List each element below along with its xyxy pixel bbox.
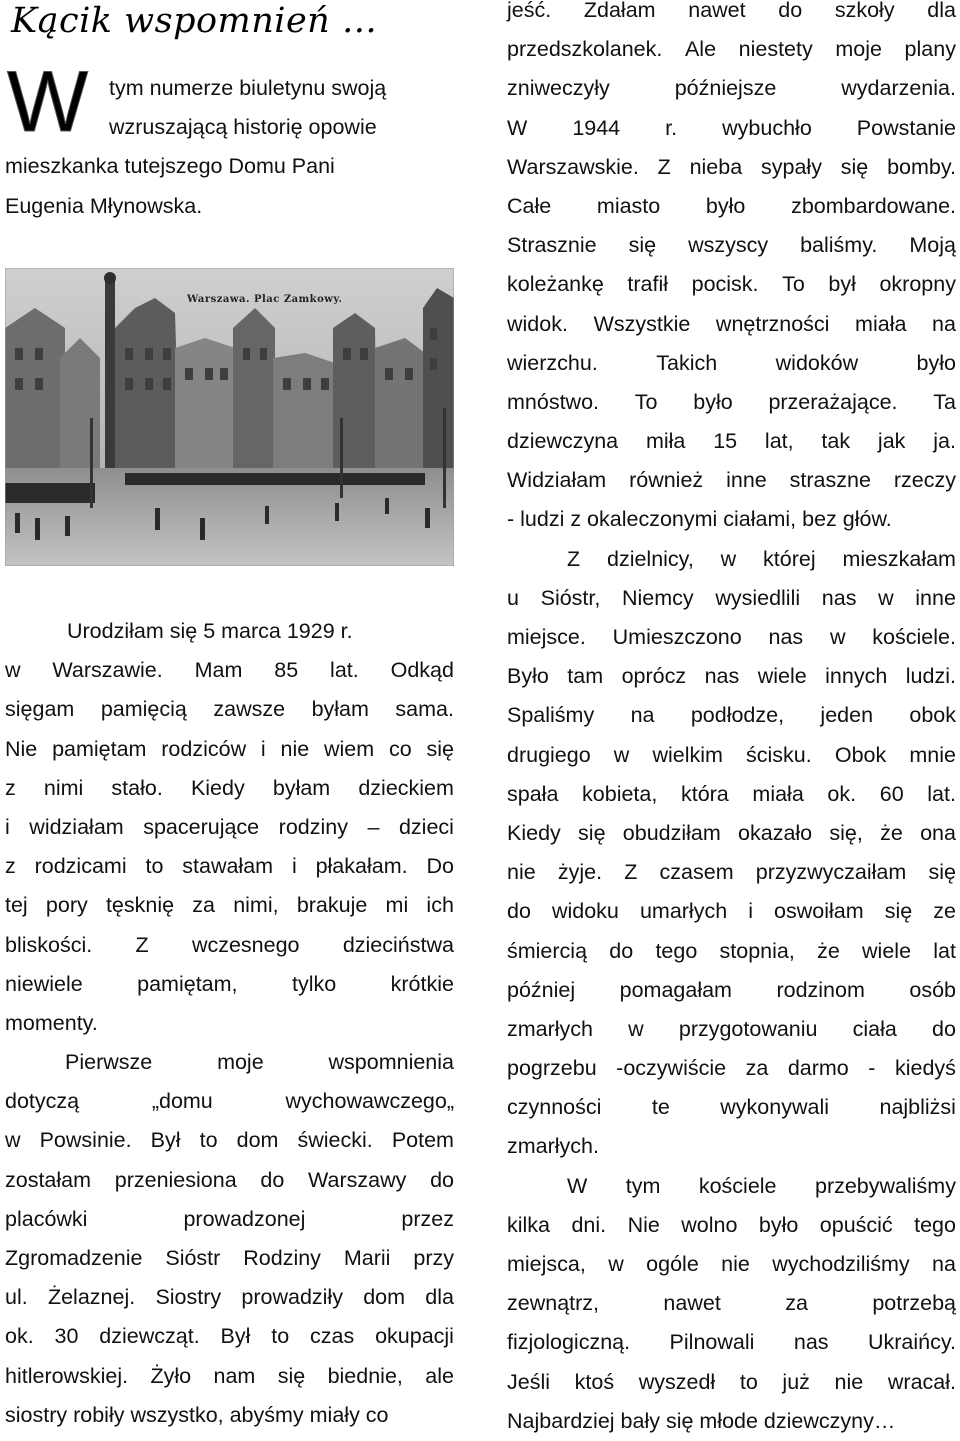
text-line: Warszawskie. Z nieba sypały się bomby. (507, 154, 956, 179)
left-body-text (5, 612, 454, 1435)
text-line: Z dzielnicy, w której mieszkałam (567, 546, 956, 571)
intro-line: Eugenia Młynowska. (5, 193, 203, 218)
text-line: Pierwsze moje wspomnienia (65, 1050, 454, 1075)
text-line: Całe miasto było zbombardowane. (507, 193, 956, 218)
right-column (507, 0, 956, 1441)
text-line: ok. 30 dziewcząt. Był to czas okupacji (5, 1324, 454, 1349)
text-line: fizjologiczną. Pilnowali nas Ukraińcy. (507, 1330, 956, 1355)
text-line: czynności te wykonywali najbliżsi (507, 1095, 956, 1120)
text-line: drugiego w wielkim ścisku. Obok mnie (507, 742, 956, 767)
text-line: niewiele pamiętam, tylko krótkie (5, 971, 454, 996)
text-line: w Warszawie. Mam 85 lat. Odkąd (5, 658, 454, 683)
text-line: momenty. (5, 1010, 98, 1035)
intro-line: mieszkanka tutejszego Domu Pani (5, 154, 335, 179)
text-line: koleżankę trafił pocisk. To był okropny (507, 272, 956, 297)
photo-caption: Warszawa. Plac Zamkowy. (187, 294, 343, 305)
text-line: miejsce. Umieszczono nas w kościele. (507, 625, 956, 649)
text-line: Zgromadzenie Sióstr Rodziny Marii przy (5, 1246, 454, 1270)
text-line: pogrzebu -oczywiście za darmo - kiedyś (507, 1056, 956, 1081)
text-line: Nie pamiętam rodziców i nie wiem co się (5, 736, 454, 761)
text-line: sięgam pamięcią zawsze byłam sama. (5, 697, 454, 722)
text-line: mnóstwo. To było przerażające. Ta (507, 389, 956, 414)
text-line: zmarłych. (507, 1134, 599, 1159)
text-line: Widziałam również inne straszne rzeczy (507, 468, 956, 493)
dropcap-w (5, 69, 109, 139)
text-line: w Powsinie. Był to dom świecki. Potem (5, 1128, 454, 1153)
text-line: hitlerowskiej. Żyło nam się biednie, ale (5, 1363, 454, 1388)
text-line: do widoku umarłych i oswoiłam się ze (507, 899, 956, 924)
text-line: później pomagałam rodzinom osób (507, 977, 956, 1002)
text-line: wierzchu. Takich widoków było (507, 350, 956, 375)
text-line: przedszkolanek. Ale niestety moje plany (507, 37, 956, 62)
text-line: Urodziłam się 5 marca 1929 r. (67, 619, 353, 643)
text-line: ul. Żelaznej. Siostry prowadziły dom dla (5, 1285, 454, 1310)
text-line: siostry robiły wszystko, abyśmy miały co (5, 1402, 389, 1427)
text-line: placówki prowadzonej przez (5, 1206, 454, 1231)
text-line: kilka dni. Nie wolno było opuścić tego (507, 1212, 956, 1237)
historical-photo (5, 268, 454, 566)
intro-paragraph (5, 69, 454, 226)
text-line: nie żyje. Z czasem przyzwyczaiłam się (507, 860, 956, 885)
text-line: u Sióstr, Niemcy wysiedlili nas w inne (507, 585, 956, 610)
text-line: W tym kościele przebywaliśmy (567, 1173, 956, 1198)
text-line: widok. Wszystkie wnętrzności miała na (507, 311, 956, 336)
text-line: - ludzi z okaleczonymi ciałami, bez głów. (507, 507, 892, 532)
text-line: Jeśli ktoś wyszedł to już nie wracał. (507, 1369, 956, 1394)
text-line: śmiercią do tego stopnia, że wiele lat (507, 938, 956, 963)
text-line: spała kobieta, która miała ok. 60 lat. (507, 781, 956, 806)
text-line: jeść. Zdałam nawet do szkoły dla (507, 0, 956, 22)
page-title: Kącik wspomnień … (11, 1, 378, 41)
text-line: zostałam przeniesiona do Warszawy do (5, 1167, 454, 1192)
text-line: tej pory tęsknię za nimi, brakuje mi ich (5, 893, 454, 918)
text-line: zewnątrz, nawet za potrzebą (507, 1291, 956, 1316)
text-line: W 1944 r. wybuchło Powstanie (507, 115, 956, 140)
text-line: Spaliśmy na podłodze, jeden obok (507, 703, 956, 728)
text-line: Kiedy się obudziłam okazało się, że ona (507, 820, 956, 845)
text-line: z nimi stało. Kiedy byłam dzieckiem (5, 775, 454, 800)
text-line: i widziałam spacerujące rodziny – dzieci (5, 814, 454, 839)
text-line: miejsca, w ogóle nie wychodziliśmy na (507, 1252, 956, 1276)
svg-text:W: W (7, 69, 89, 139)
text-line: Strasznie się wszyscy baliśmy. Moją (507, 233, 956, 258)
intro-line: tym numerze biuletynu swoją (109, 76, 387, 100)
text-line: z rodzicami to stawałam i płakałam. Do (5, 854, 454, 879)
text-line: zmarłych w przygotowaniu ciała do (507, 1016, 956, 1041)
text-line: Było tam oprócz nas wiele innych ludzi. (507, 664, 956, 689)
text-line: dziewczyna miła 15 lat, tak jak ja. (507, 429, 956, 454)
text-line: Najbardziej bały się młode dziewczyny… (507, 1408, 896, 1433)
text-line: zniweczyły późniejsze wydarzenia. (507, 76, 956, 101)
intro-line: wzruszającą historię opowie (109, 115, 377, 140)
text-line: dotyczą „domu wychowawczego„ (5, 1089, 454, 1114)
text-line: bliskości. Z wczesnego dzieciństwa (5, 932, 454, 957)
